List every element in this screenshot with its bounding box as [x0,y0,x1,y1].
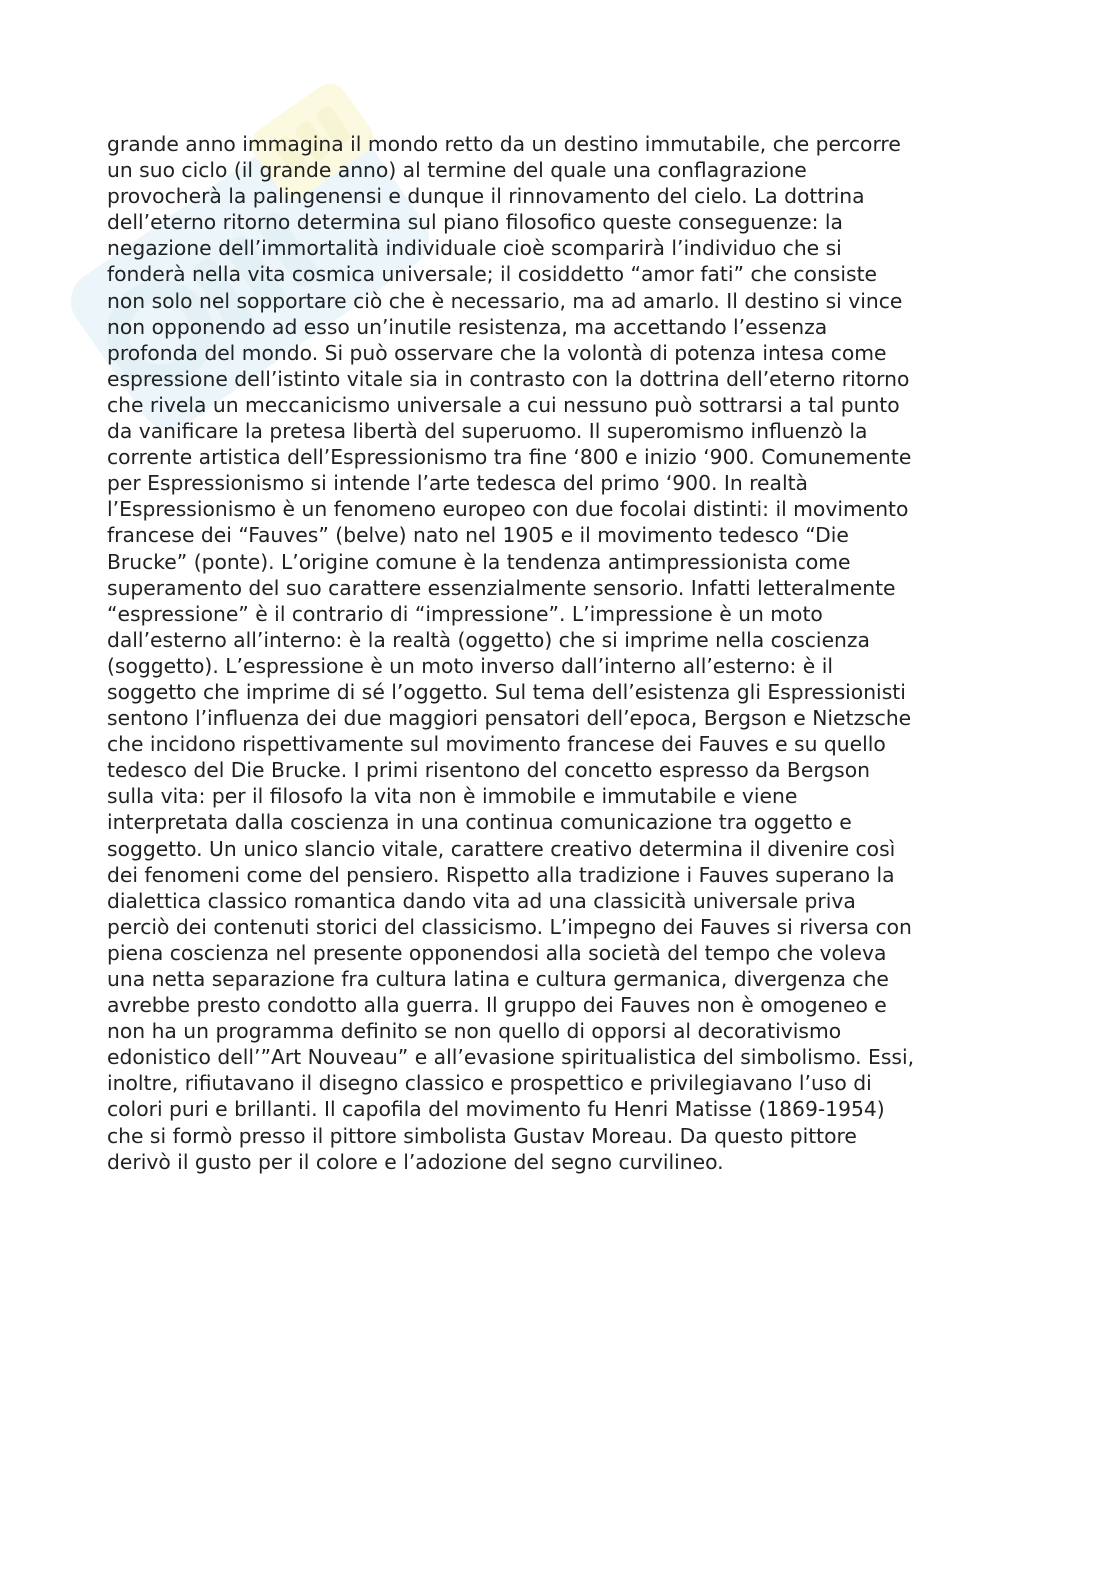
text-line: negazione dell’immortalità individuale cioè scomparirà l’individuo che si [107,236,842,261]
text-line: soggetto che imprime di sé l’oggetto. Sul tema dell’esistenza gli Espressionisti [107,679,906,704]
text-line: che rivela un meccanicismo universale a cui nessuno può sottrarsi a tal punto [107,392,900,417]
text-line: soggetto. Un unico slancio vitale, carattere creativo determina il divenire così [107,836,896,861]
text-line: dall’esterno all’interno: è la realtà (oggetto) che si imprime nella coscienza [107,627,870,652]
text-line: profonda del mondo. Si può osservare che la volontà di potenza intesa come [107,340,887,365]
text-line: inoltre, rifiutavano il disegno classico e prospettico e privilegiavano l’uso di [107,1071,872,1096]
text-line: dialettica classico romantica dando vita ad una classicità universale priva [107,888,856,913]
text-line: derivò il gusto per il colore e l’adozione del segno curvilineo. [107,1149,724,1174]
text-line: dell’eterno ritorno determina sul piano filosofico queste conseguenze: la [107,210,843,235]
text-line: piena coscienza nel presente opponendosi alla società del tempo che voleva [107,940,887,965]
text-line: “espressione” è il contrario di “impressione”. L’impressione è un moto [107,601,823,626]
text-line: che si formò presso il pittore simbolista Gustav Moreau. Da questo pittore [107,1123,857,1148]
text-line: colori puri e brillanti. Il capofila del movimento fu Henri Matisse (1869-1954) [107,1097,885,1122]
text-line: un suo ciclo (il grande anno) al termine del quale una conflagrazione [107,158,807,183]
text-line: espressione dell’istinto vitale sia in contrasto con la dottrina dell’eterno ritorno [107,366,910,391]
text-line: edonistico dell’”Art Nouveau” e all’evasione spiritualistica del simbolismo. Essi, [107,1045,915,1070]
text-line: fonderà nella vita cosmica universale; il cosiddetto “amor fati” che consiste [107,262,877,287]
text-line: non solo nel sopportare ciò che è necessario, ma ad amarlo. Il destino si vince [107,288,903,313]
text-line: avrebbe presto condotto alla guerra. Il gruppo dei Fauves non è omogeneo e [107,993,887,1018]
text-line: corrente artistica dell’Espressionismo tra fine ‘800 e inizio ‘900. Comunemente [107,445,912,470]
text-line: non ha un programma definito se non quello di opporsi al decorativismo [107,1019,842,1044]
document-body-text [107,131,1007,1175]
text-line: perciò dei contenuti storici del classicismo. L’impegno dei Fauves si riversa con [107,914,912,939]
text-line: (soggetto). L’espressione è un moto inverso dall’interno all’esterno: è il [107,653,833,678]
text-line: provocherà la palingenensi e dunque il rinnovamento del cielo. La dottrina [107,184,865,209]
text-line: sentono l’influenza dei due maggiori pensatori dell’epoca, Bergson e Nietzsche [107,706,912,731]
text-line: l’Espressionismo è un fenomeno europeo con due focolai distinti: il movimento [107,497,909,522]
text-line: Brucke” (ponte). L’origine comune è la tendenza antimpressionista come [107,549,851,574]
text-line: grande anno immagina il mondo retto da un destino immutabile, che percorre [107,132,901,156]
text-line: per Espressionismo si intende l’arte tedesca del primo ‘900. In realtà [107,471,808,496]
text-line: francese dei “Fauves” (belve) nato nel 1905 e il movimento tedesco “Die [107,523,849,548]
text-line: non opponendo ad esso un’inutile resistenza, ma accettando l’essenza [107,314,828,339]
text-line: superamento del suo carattere essenzialmente sensorio. Infatti letteralmente [107,575,896,600]
text-line: che incidono rispettivamente sul movimento francese dei Fauves e su quello [107,732,886,757]
text-line: tedesco del Die Brucke. I primi risentono del concetto espresso da Bergson [107,758,871,783]
text-line: sulla vita: per il filosofo la vita non è immobile e immutabile e viene [107,784,798,809]
text-line: dei fenomeni come del pensiero. Rispetto alla tradizione i Fauves superano la [107,862,895,887]
text-line: una netta separazione fra cultura latina e cultura germanica, divergenza che [107,967,889,991]
text-line: interpretata dalla coscienza in una continua comunicazione tra oggetto e [107,810,852,835]
text-line: da vanificare la pretesa libertà del superuomo. Il superomismo influenzò la [107,419,868,444]
